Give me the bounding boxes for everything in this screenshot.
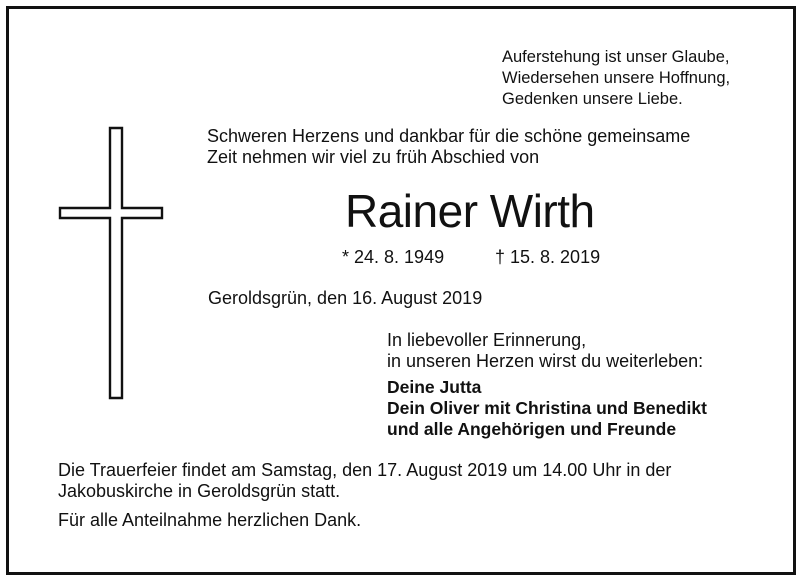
verse-line: Gedenken unsere Liebe. — [502, 90, 683, 108]
intro-line: Schweren Herzens und dankbar für die schöne gemeinsame — [207, 126, 691, 146]
intro-line: Zeit nehmen wir viel zu früh Abschied von — [207, 147, 540, 167]
deceased-name: Rainer Wirth — [345, 185, 595, 237]
mourner-line: und alle Angehörigen und Freunde — [387, 419, 677, 439]
mourners-list — [387, 377, 707, 440]
place-date: Geroldsgrün, den 16. August 2019 — [208, 288, 483, 308]
service-line: Die Trauerfeier findet am Samstag, den 17. August 2019 um 14.00 Uhr in der — [58, 460, 672, 480]
memory-text — [387, 330, 703, 372]
memory-line: In liebevoller Erinnerung, — [387, 330, 587, 350]
service-line: Jakobuskirche in Geroldsgrün statt. — [58, 481, 341, 501]
memory-line: in unseren Herzen wirst du weiterleben: — [387, 351, 704, 371]
verse-line: Wiedersehen unsere Hoffnung, — [502, 69, 731, 87]
intro-text — [207, 126, 690, 168]
mourner-line: Deine Jutta — [387, 377, 482, 397]
funeral-service-notice — [58, 460, 671, 502]
cross-icon — [56, 126, 166, 402]
death-date: † 15. 8. 2019 — [495, 247, 601, 267]
birth-date: * 24. 8. 1949 — [342, 247, 445, 267]
verse-line: Auferstehung ist unser Glaube, — [502, 48, 730, 66]
mourner-line: Dein Oliver mit Christina und Benedikt — [387, 398, 707, 418]
thanks-text: Für alle Anteilnahme herzlichen Dank. — [58, 510, 362, 530]
verse-block — [502, 47, 730, 110]
